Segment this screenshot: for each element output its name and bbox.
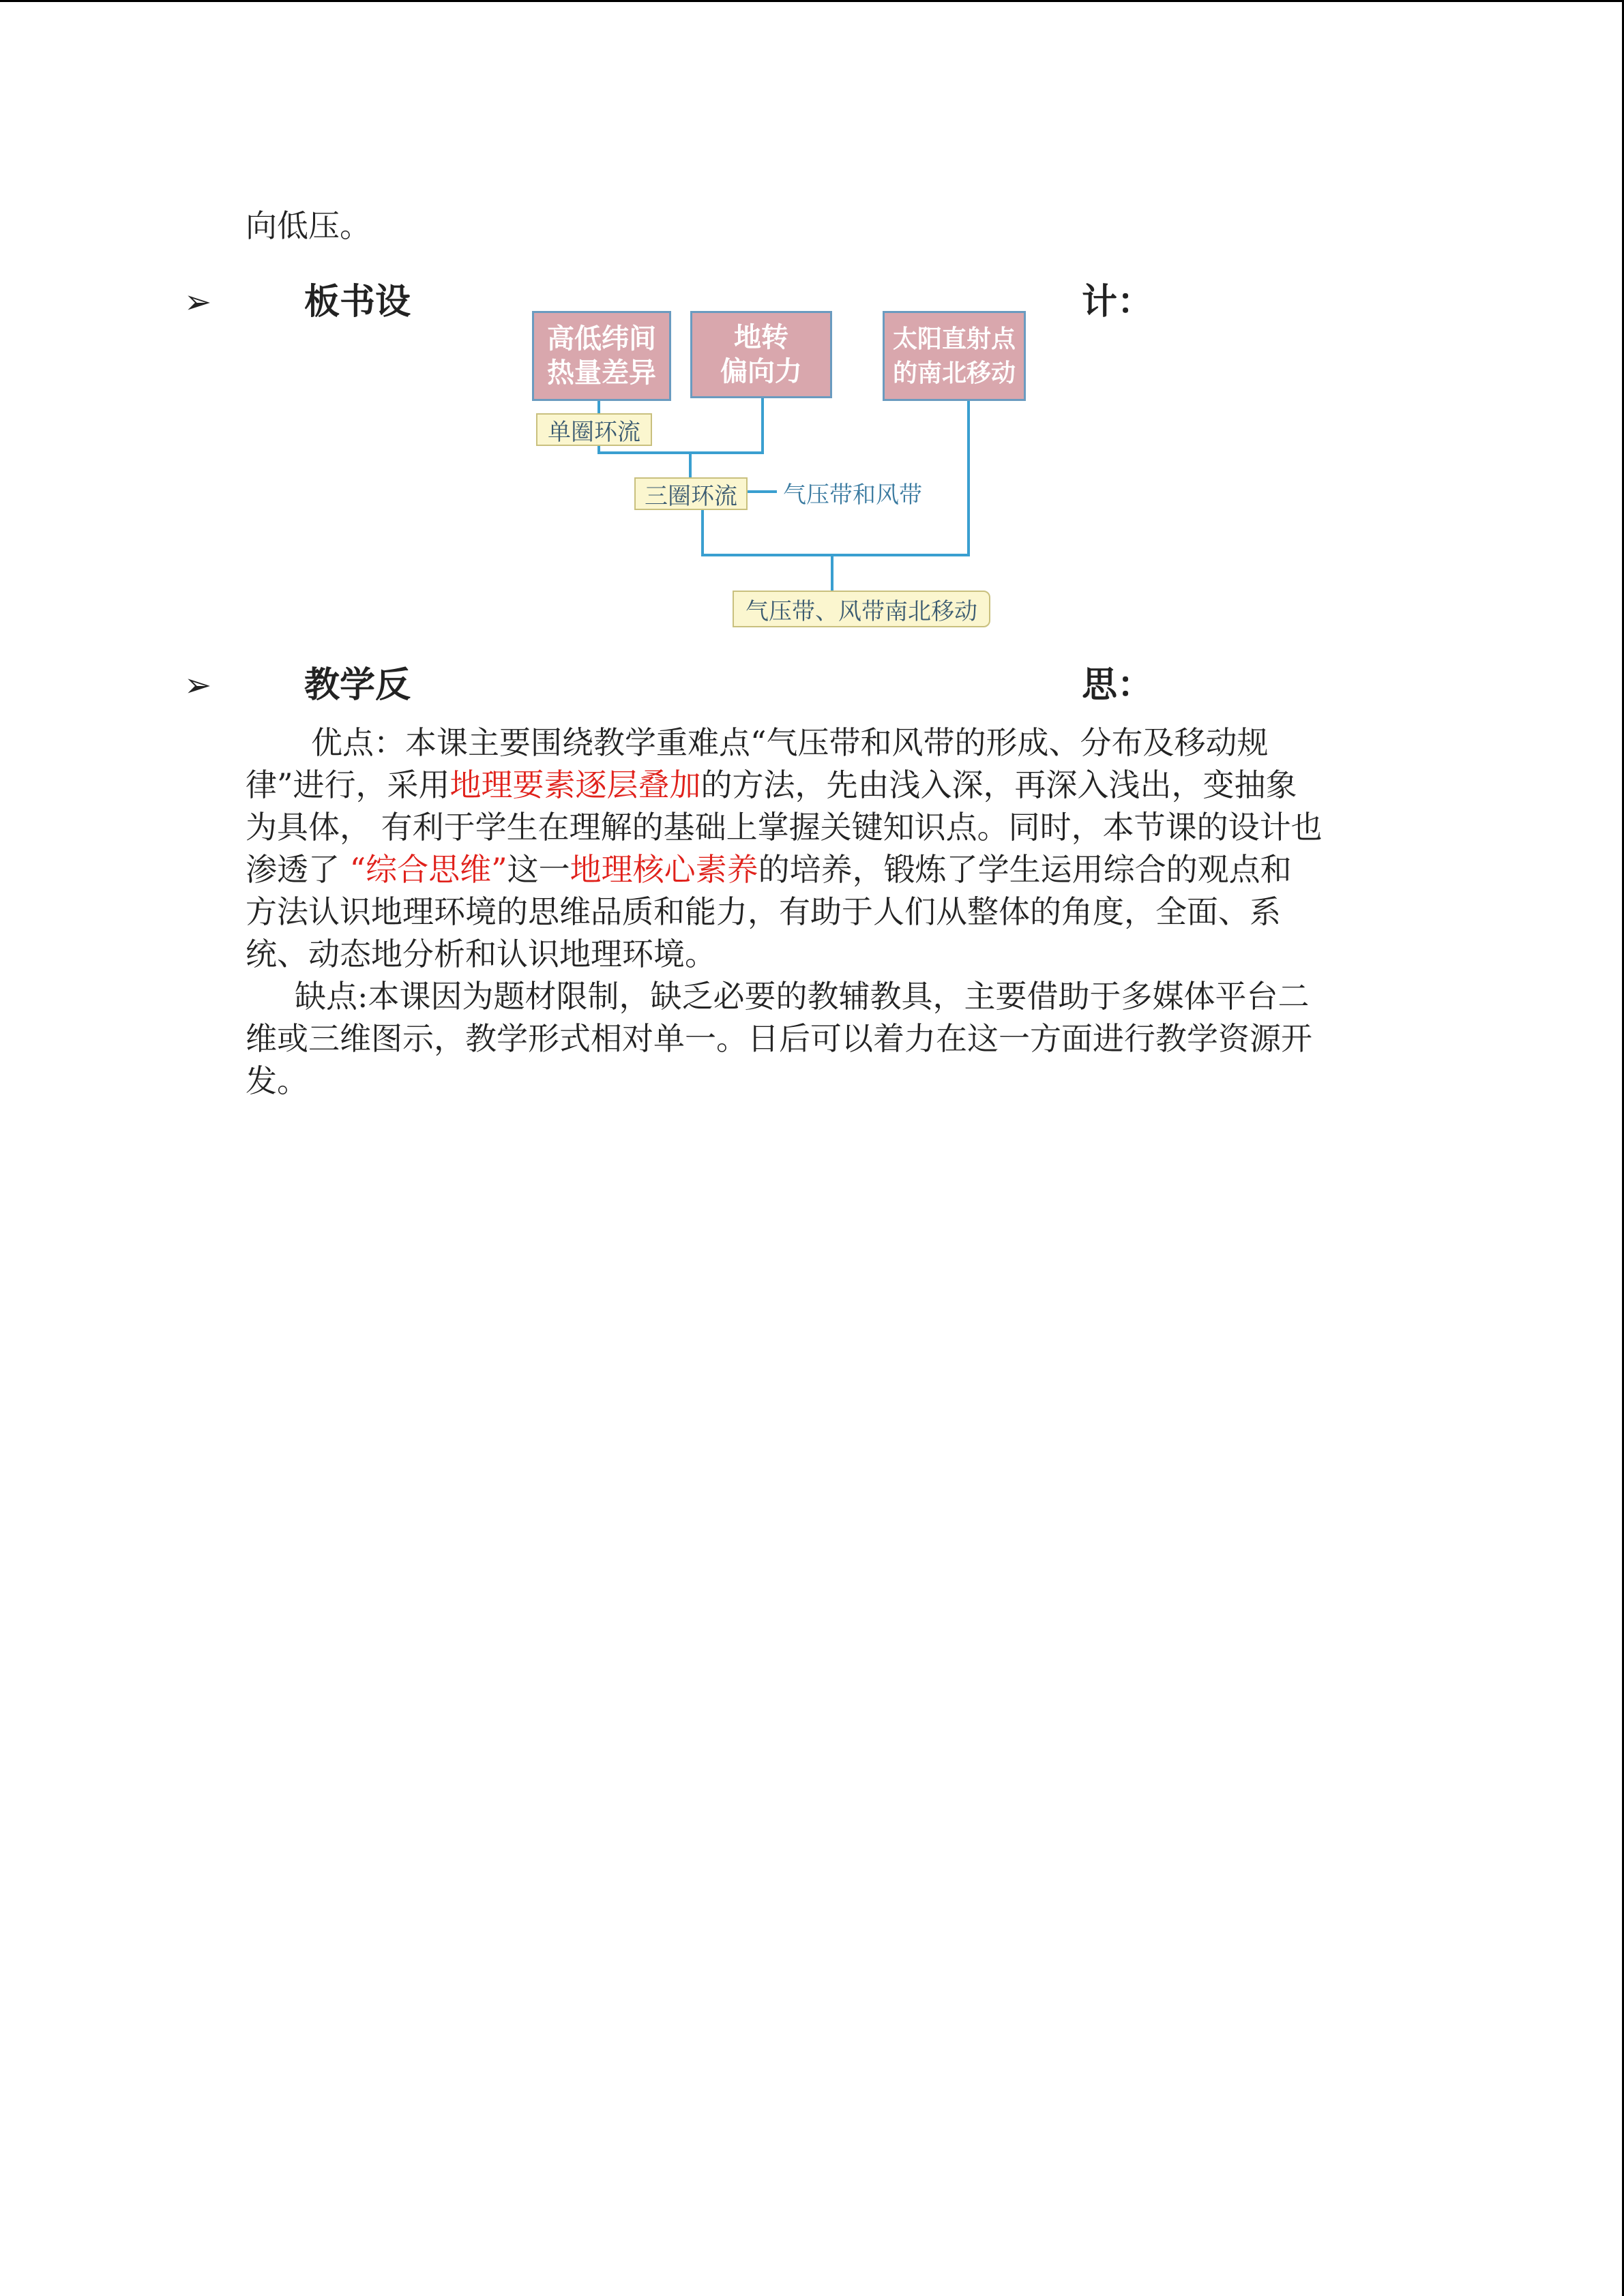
text-line: 发。	[246, 1062, 308, 1099]
paragraph-weaknesses	[246, 975, 1378, 1102]
connector-line	[831, 556, 833, 591]
heading-teaching-reflection	[184, 661, 1153, 709]
page-border-top	[0, 0, 1624, 2]
connector-line	[597, 451, 764, 454]
connector-line	[701, 509, 704, 556]
arrow-bullet-icon: ➢	[184, 666, 212, 704]
text-line: 方法认识地理环境的思维品质和能力，有助于人们从整体的角度，全面、系	[246, 893, 1281, 930]
heading-left-text: 板书设	[304, 281, 411, 323]
paragraph-strengths	[246, 721, 1378, 975]
text-line: 缺点:本课因为题材限制，缺乏必要的教辅教具，主要借助于多媒体平台二	[295, 978, 1310, 1015]
heading-left-text: 教学反	[304, 664, 411, 706]
text-line: 为具体， 有利于学生在理解的基础上掌握关键知识点。同时，本节课的设计也	[246, 809, 1323, 846]
connector-line	[597, 401, 600, 413]
heading-right-text: 计：	[1081, 281, 1153, 323]
box-heat-difference: 高低纬间 热量差异	[532, 311, 671, 401]
connector-line	[761, 398, 764, 454]
text-line: 维或三维图示，教学形式相对单一。日后可以着力在这一方面进行教学资源开	[246, 1020, 1312, 1057]
arrow-bullet-icon: ➢	[184, 283, 212, 321]
highlighted-term: 地理要素逐层叠加	[449, 766, 701, 803]
tag-belts-seasonal-shift: 气压带、风带南北移动	[733, 591, 990, 627]
text-line: 优点：本课主要围绕教学重难点“气压带和风带的形成、分布及移动规	[311, 724, 1269, 761]
tag-three-cell-circulation: 三圈环流	[634, 477, 748, 510]
continuation-text: 向低压。	[246, 207, 371, 244]
text-line: 渗透了 “综合思维”这一地理核心素养的培养，锻炼了学生运用综合的观点和	[246, 851, 1292, 888]
text-line: 统、动态地分析和认识地理环境。	[246, 936, 716, 972]
highlighted-term: 地理核心素养	[570, 851, 758, 888]
heading-right-text: 思：	[1081, 664, 1153, 706]
connector-line	[701, 554, 970, 556]
label-pressure-belts-winds: 气压带和风带	[783, 481, 922, 509]
text-line: 律”进行，采用地理要素逐层叠加的方法，先由浅入深，再深入浅出，变抽象	[246, 766, 1297, 803]
connector-line	[967, 401, 970, 556]
box-sun-direct-point: 太阳直射点 的南北移动	[883, 311, 1026, 401]
box-coriolis-force: 地转 偏向力	[690, 311, 832, 398]
connector-line	[747, 490, 777, 493]
connector-line	[689, 454, 692, 479]
tag-single-cell-circulation: 单圈环流	[536, 413, 652, 446]
highlighted-term: “综合思维”	[349, 851, 507, 888]
